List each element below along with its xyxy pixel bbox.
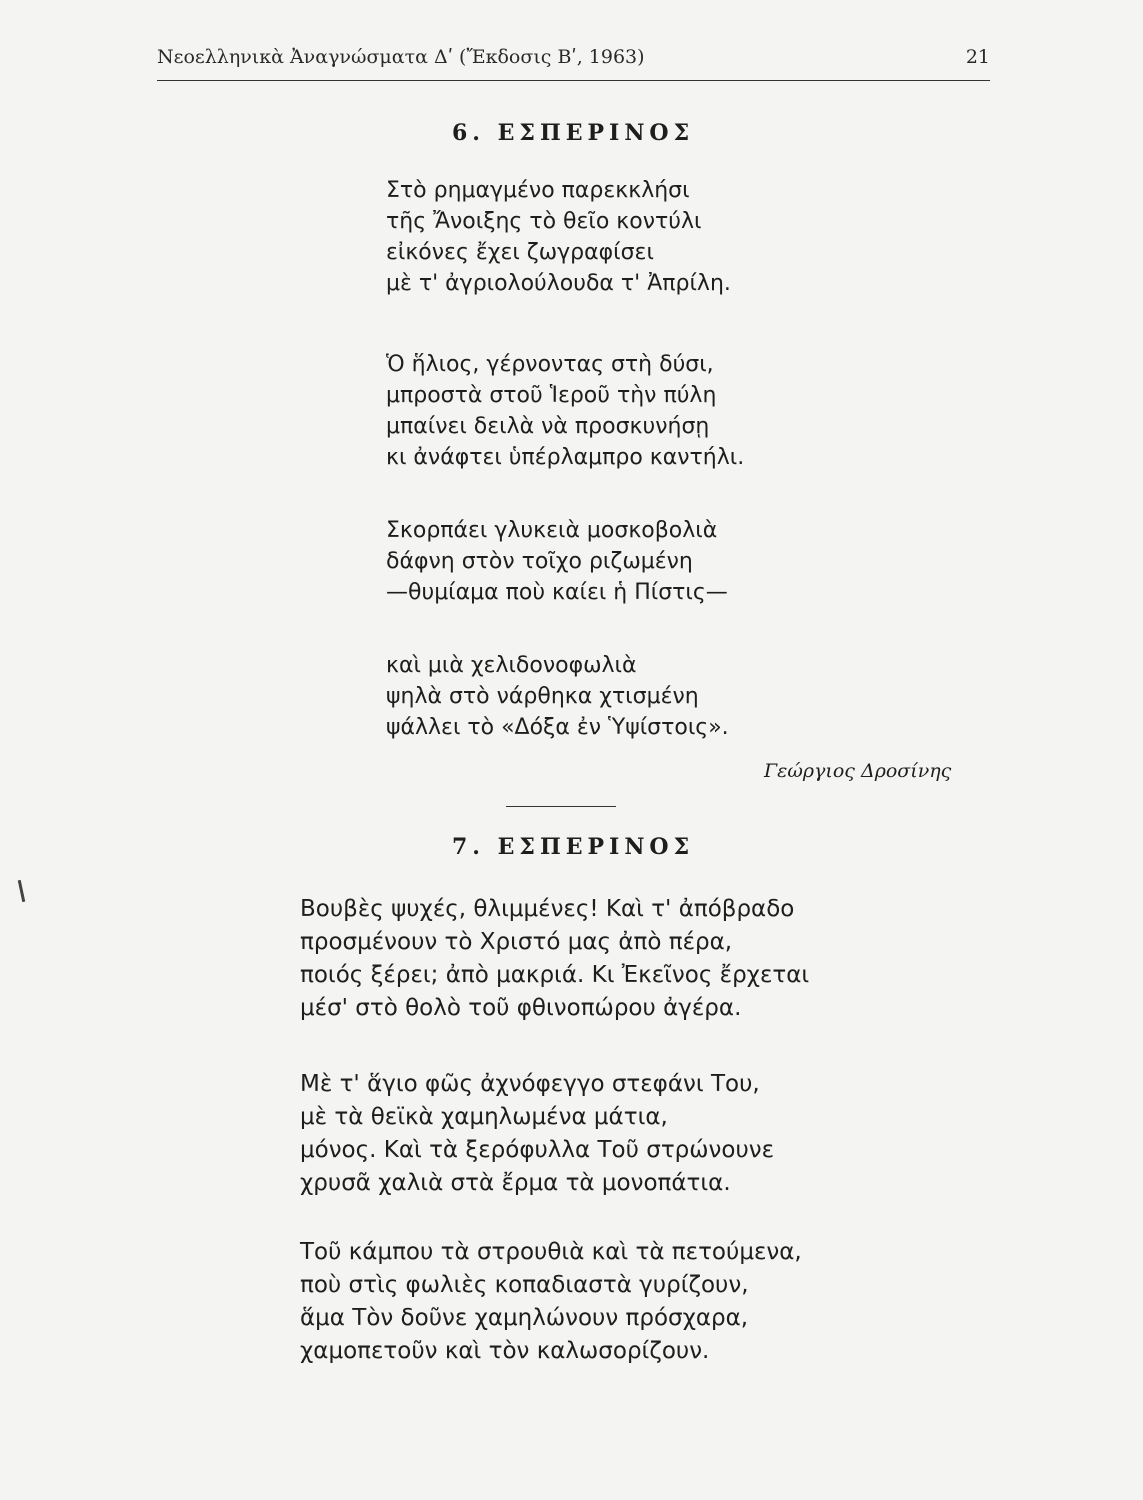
- verse-line: Σκορπάει γλυκειὰ μοσκοβολιὰ: [386, 518, 718, 543]
- verse-line: μὲ τ' ἀγριολούλουδα τ' Ἀπρίλη.: [386, 271, 731, 296]
- verse-line: ποιός ξέρει; ἀπὸ μακριά. Κι Ἐκεῖνος ἔρχεται: [300, 962, 810, 988]
- poem2-stanza-2: [300, 1068, 774, 1200]
- verse-line: ψηλὰ στὸ νάρθηκα χτισμένη: [386, 684, 699, 709]
- verse-line: μόνος. Καὶ τὰ ξερόφυλλα Τοῦ στρώνουνε: [300, 1137, 775, 1163]
- poem1-stanza-3: [386, 515, 728, 608]
- header-title: Νεοελληνικὰ Ἀναγνώσματα Δʹ (Ἔκδοσις Βʹ, 1963): [157, 46, 645, 68]
- verse-line: μπροστὰ στοῦ Ἱεροῦ τὴν πύλη: [386, 383, 717, 408]
- section-separator: [506, 806, 616, 807]
- poem1-stanza-1: [386, 175, 731, 299]
- verse-line: χαμοπετοῦν καὶ τὸν καλωσορίζουν.: [300, 1338, 710, 1364]
- verse-line: Βουβὲς ψυχές, θλιμμένες! Καὶ τ' ἀπόβραδο: [300, 896, 795, 922]
- poem2-heading: 7. ΕΣΠΕΡΙΝΟΣ: [452, 834, 695, 860]
- poem1-author: Γεώργιος Δροσίνης: [764, 760, 952, 782]
- verse-line: ποὺ στὶς φωλιὲς κοπαδιαστὰ γυρίζουν,: [300, 1272, 749, 1298]
- verse-line: μέσ' στὸ θολὸ τοῦ φθινοπώρου ἀγέρα.: [300, 995, 742, 1021]
- poem1-stanza-4: [386, 650, 729, 743]
- verse-line: ἅμα Τὸν δοῦνε χαμηλώνουν πρόσχαρα,: [300, 1305, 749, 1331]
- verse-line: καὶ μιὰ χελιδονοφωλιὰ: [386, 653, 637, 678]
- verse-line: Στὸ ρημαγμένο παρεκκλήσι: [386, 178, 690, 203]
- verse-line: —θυμίαμα ποὺ καίει ἡ Πίστις—: [386, 580, 728, 605]
- verse-line: Τοῦ κάμπου τὰ στρουθιὰ καὶ τὰ πετούμενα,: [300, 1239, 802, 1265]
- poem1-stanza-2: [386, 349, 744, 473]
- page-number: 21: [965, 46, 990, 68]
- verse-line: χρυσᾶ χαλιὰ στὰ ἔρμα τὰ μονοπάτια.: [300, 1170, 731, 1196]
- poem2-stanza-3: [300, 1236, 802, 1368]
- verse-line: Ὁ ἥλιος, γέρνοντας στὴ δύσι,: [386, 352, 714, 377]
- poem1-heading: 6. ΕΣΠΕΡΙΝΟΣ: [452, 120, 695, 146]
- margin-mark: [18, 880, 26, 902]
- verse-line: εἰκόνες ἔχει ζωγραφίσει: [386, 240, 654, 265]
- verse-line: μὲ τὰ θεϊκὰ χαμηλωμένα μάτια,: [300, 1104, 668, 1130]
- verse-line: προσμένουν τὸ Χριστό μας ἀπὸ πέρα,: [300, 929, 733, 955]
- verse-line: μπαίνει δειλὰ νὰ προσκυνήσῃ: [386, 414, 710, 439]
- header-rule: [157, 80, 990, 81]
- verse-line: κι ἀνάφτει ὑπέρλαμπρο καντήλι.: [386, 445, 745, 470]
- verse-line: τῆς Ἄνοιξης τὸ θεῖο κοντύλι: [386, 209, 702, 234]
- running-header: [157, 46, 990, 74]
- verse-line: δάφνη στὸν τοῖχο ριζωμένη: [386, 549, 693, 574]
- verse-line: ψάλλει τὸ «Δόξα ἐν Ὑψίστοις».: [386, 715, 729, 740]
- poem2-stanza-1: [300, 893, 809, 1025]
- verse-line: Μὲ τ' ἅγιο φῶς ἀχνόφεγγο στεφάνι Του,: [300, 1071, 760, 1097]
